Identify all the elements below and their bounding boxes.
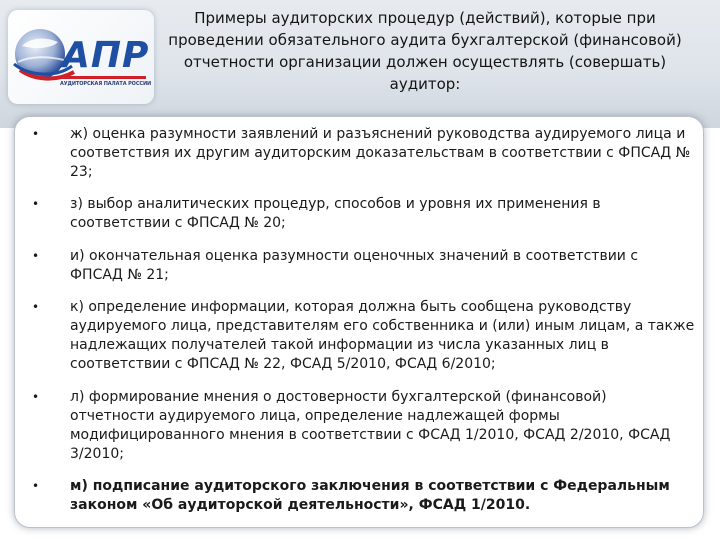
page-title: Примеры аудиторских процедур (действий), которые при проведении обязательного аудита бухгалтерской (финансовой) отчетности организации должен осуществлять (совершать) аудитор: — [168, 9, 682, 93]
list-item-text: л) формирование мнения о достоверности бухгалтерской (финансовой) отчетности аудируемого лица, определение надлежащей формы модифицированного мнения в соответствии с ФСАД 1/2010, ФСАД 2/2010, ФСАД 3/2010; — [70, 388, 671, 462]
bullet-icon: • — [32, 300, 40, 315]
bullet-icon: • — [32, 478, 40, 493]
logo-subtitle: АУДИТОРСКАЯ ПАЛАТА РОССИИ — [60, 81, 152, 87]
content-panel — [14, 116, 704, 528]
procedure-list — [15, 125, 705, 515]
logo-text: АПР — [62, 35, 150, 76]
list-item — [15, 388, 705, 464]
bullet-icon: • — [32, 248, 40, 263]
logo-red-stripe — [62, 76, 146, 79]
list-item — [15, 477, 705, 515]
list-item-text: м) подписание аудиторского заключения в соответствии с Федеральным законом «Об аудиторской деятельности», ФСАД 1/2010. — [70, 477, 670, 513]
apr-logo — [8, 10, 154, 104]
list-item — [15, 125, 705, 182]
bullet-icon: • — [32, 197, 40, 212]
list-item-text: к) определение информации, которая должна быть сообщена руководству аудируемого лица, представителям его собственника и (или) иным лицам, а также надлежащих получателей такой информации из числа указанных лиц в соответствии с ФПСАД № 22, ФСАД 5/2010, ФСАД 6/2010; — [70, 299, 695, 373]
list-item — [15, 195, 705, 233]
list-item-text: ж) оценка разумности заявлений и разъяснений руководства аудируемого лица и соответствия их другим аудиторским доказательствам в соответствии с ФПСАД № 23; — [70, 126, 691, 180]
bullet-icon: • — [32, 127, 40, 141]
list-item — [15, 298, 705, 374]
bullet-icon: • — [32, 389, 40, 404]
list-item-text: и) окончательная оценка разумности оценочных значений в соответствии с ФПСАД № 21; — [70, 247, 639, 283]
list-item — [15, 247, 705, 285]
list-item-text: з) выбор аналитических процедур, способов и уровня их применения в соответствии с ФПСАД № 20; — [70, 196, 601, 232]
